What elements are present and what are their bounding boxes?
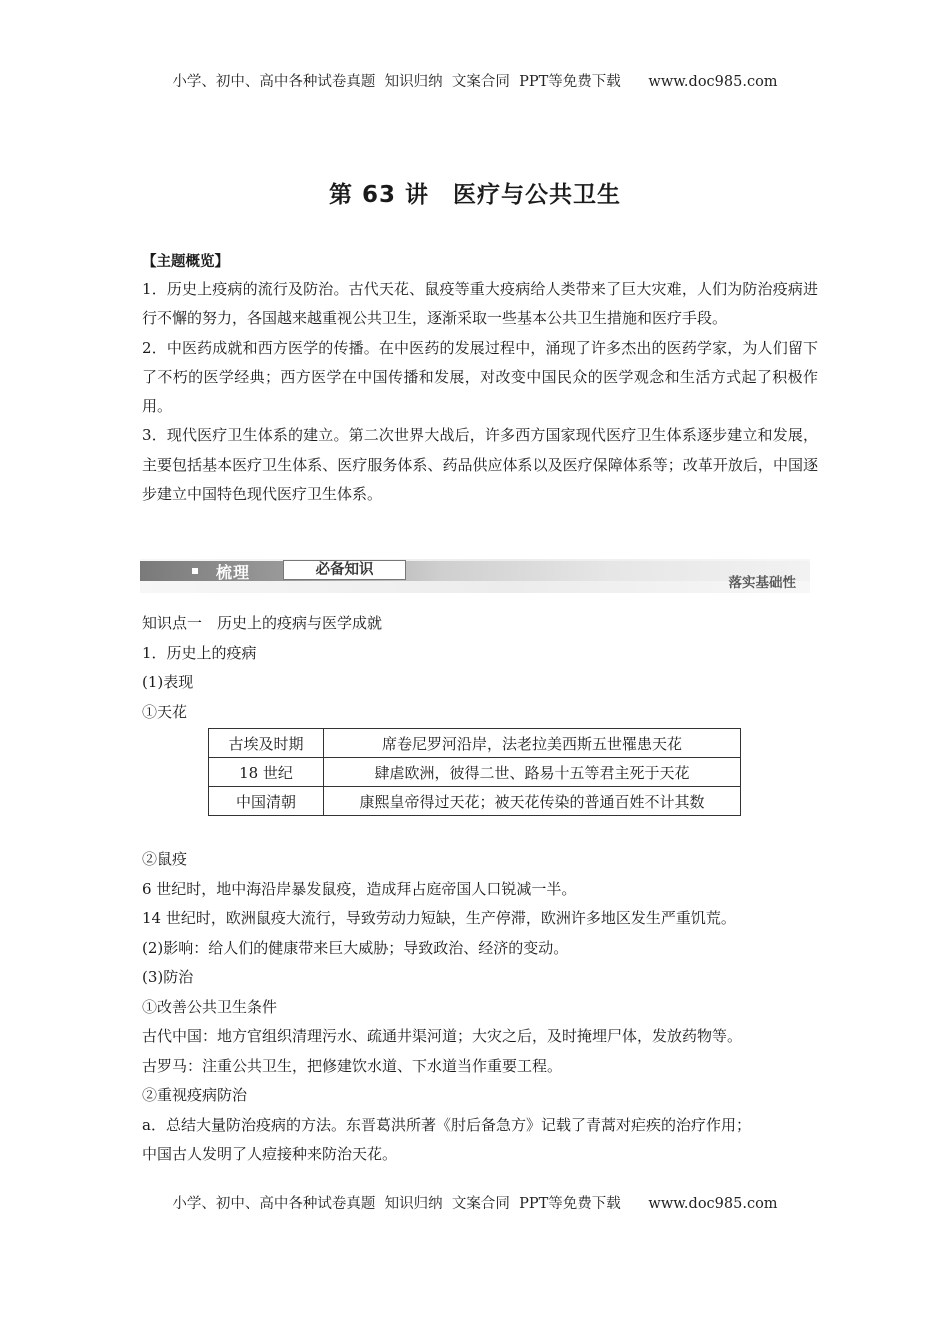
table-cell-period: 古埃及时期 [209,729,324,758]
table-cell-period: 中国清朝 [209,787,324,816]
table-row [209,787,741,816]
text-line: a．总结大量防治疫病的方法。东晋葛洪所著《肘后备急方》记载了青蒿对疟疾的治疗作用； [142,1115,751,1134]
table-cell-description: 席卷尼罗河沿岸，法老拉美西斯五世罹患天花 [324,729,741,758]
table-cell-period: 18 世纪 [209,758,324,787]
overview-item-3: 3．现代医疗卫生体系的建立。第二次世界大战后，许多西方国家现代医疗卫生体系逐步建立和发展，主要包括基本医疗卫生体系、医疗服务体系、药品供应体系以及医疗保障体系等；改革开放后，中国逐步建立中国特色现代医疗卫生体系。 [142,426,818,504]
page-header: 小学、初中、高中各种试卷真题 知识归纳 文案合同 PPT等免费下载 www.doc985.com [172,74,778,90]
banner-left-label: 梳理 [216,563,251,582]
plague-and-prevention-section [142,845,818,1170]
subheading-public-health: ①改善公共卫生条件 [142,997,278,1016]
subheading-smallpox: ①天花 [142,702,188,721]
text-line: 中国古人发明了人痘接种来防治天花。 [142,1145,398,1163]
page-title: 第 63 讲 医疗与公共卫生 [328,182,622,208]
overview-item-2: 2．中医药成就和西方医学的传播。在中医药的发展过程中，涌现了许多杰出的医药学家，为人们留下了不朽的医学经典；西方医学在中国传播和发展，对改变中国民众的医学观念和生活方式起了积极作用。 [142,338,818,416]
banner-box-label: 必备知识 [283,560,406,580]
table-cell-description: 肆虐欧洲，彼得二世、路易十五等君主死于天花 [324,758,741,787]
text-line: 6 世纪时，地中海沿岸暴发鼠疫，造成拜占庭帝国人口锐减一半。 [142,879,577,898]
subheading-disease-prevention: ②重视疫病防治 [142,1086,248,1104]
subheading-epidemics: 1．历史上的疫病 [142,643,257,662]
subheading-prevention: (3)防治 [142,968,194,986]
overview-label: 【主题概览】 [142,254,229,270]
table-cell-description: 康熙皇帝得过天花；被天花传染的普通百姓不计其数 [324,787,741,816]
subheading-plague: ②鼠疫 [142,850,188,868]
subheading-manifestations: (1)表现 [142,673,194,691]
page-footer: 小学、初中、高中各种试卷真题 知识归纳 文案合同 PPT等免费下载 www.doc985.com [172,1196,778,1212]
smallpox-table [208,728,741,816]
text-line-impact: (2)影响：给人们的健康带来巨大威胁；导致政治、经济的变动。 [142,938,569,957]
topic-overview [142,249,818,509]
section-banner [140,559,810,593]
overview-item-1: 1．历史上疫病的流行及防治。古代天花、鼠疫等重大疫病给人类带来了巨大灾难，人们为防治疫病进行不懈的努力，各国越来越重视公共卫生，逐渐采取一些基本公共卫生措施和医疗手段。 [142,280,818,328]
banner-right-label: 落实基础性 [728,575,796,591]
text-line: 14 世纪时，欧洲鼠疫大流行，导致劳动力短缺，生产停滞，欧洲许多地区发生严重饥荒。 [142,909,736,927]
text-line: 古代中国：地方官组织清理污水、疏通井渠河道；大灾之后，及时掩埋尸体，发放药物等。 [142,1027,743,1045]
knowledge-point-heading: 知识点一 历史上的疫病与医学成就 [142,614,383,632]
table-row [209,758,741,787]
square-bullet-icon [192,568,198,574]
table-row [209,729,741,758]
text-line: 古罗马：注重公共卫生，把修建饮水道、下水道当作重要工程。 [142,1056,563,1075]
knowledge-section-intro [142,609,818,727]
